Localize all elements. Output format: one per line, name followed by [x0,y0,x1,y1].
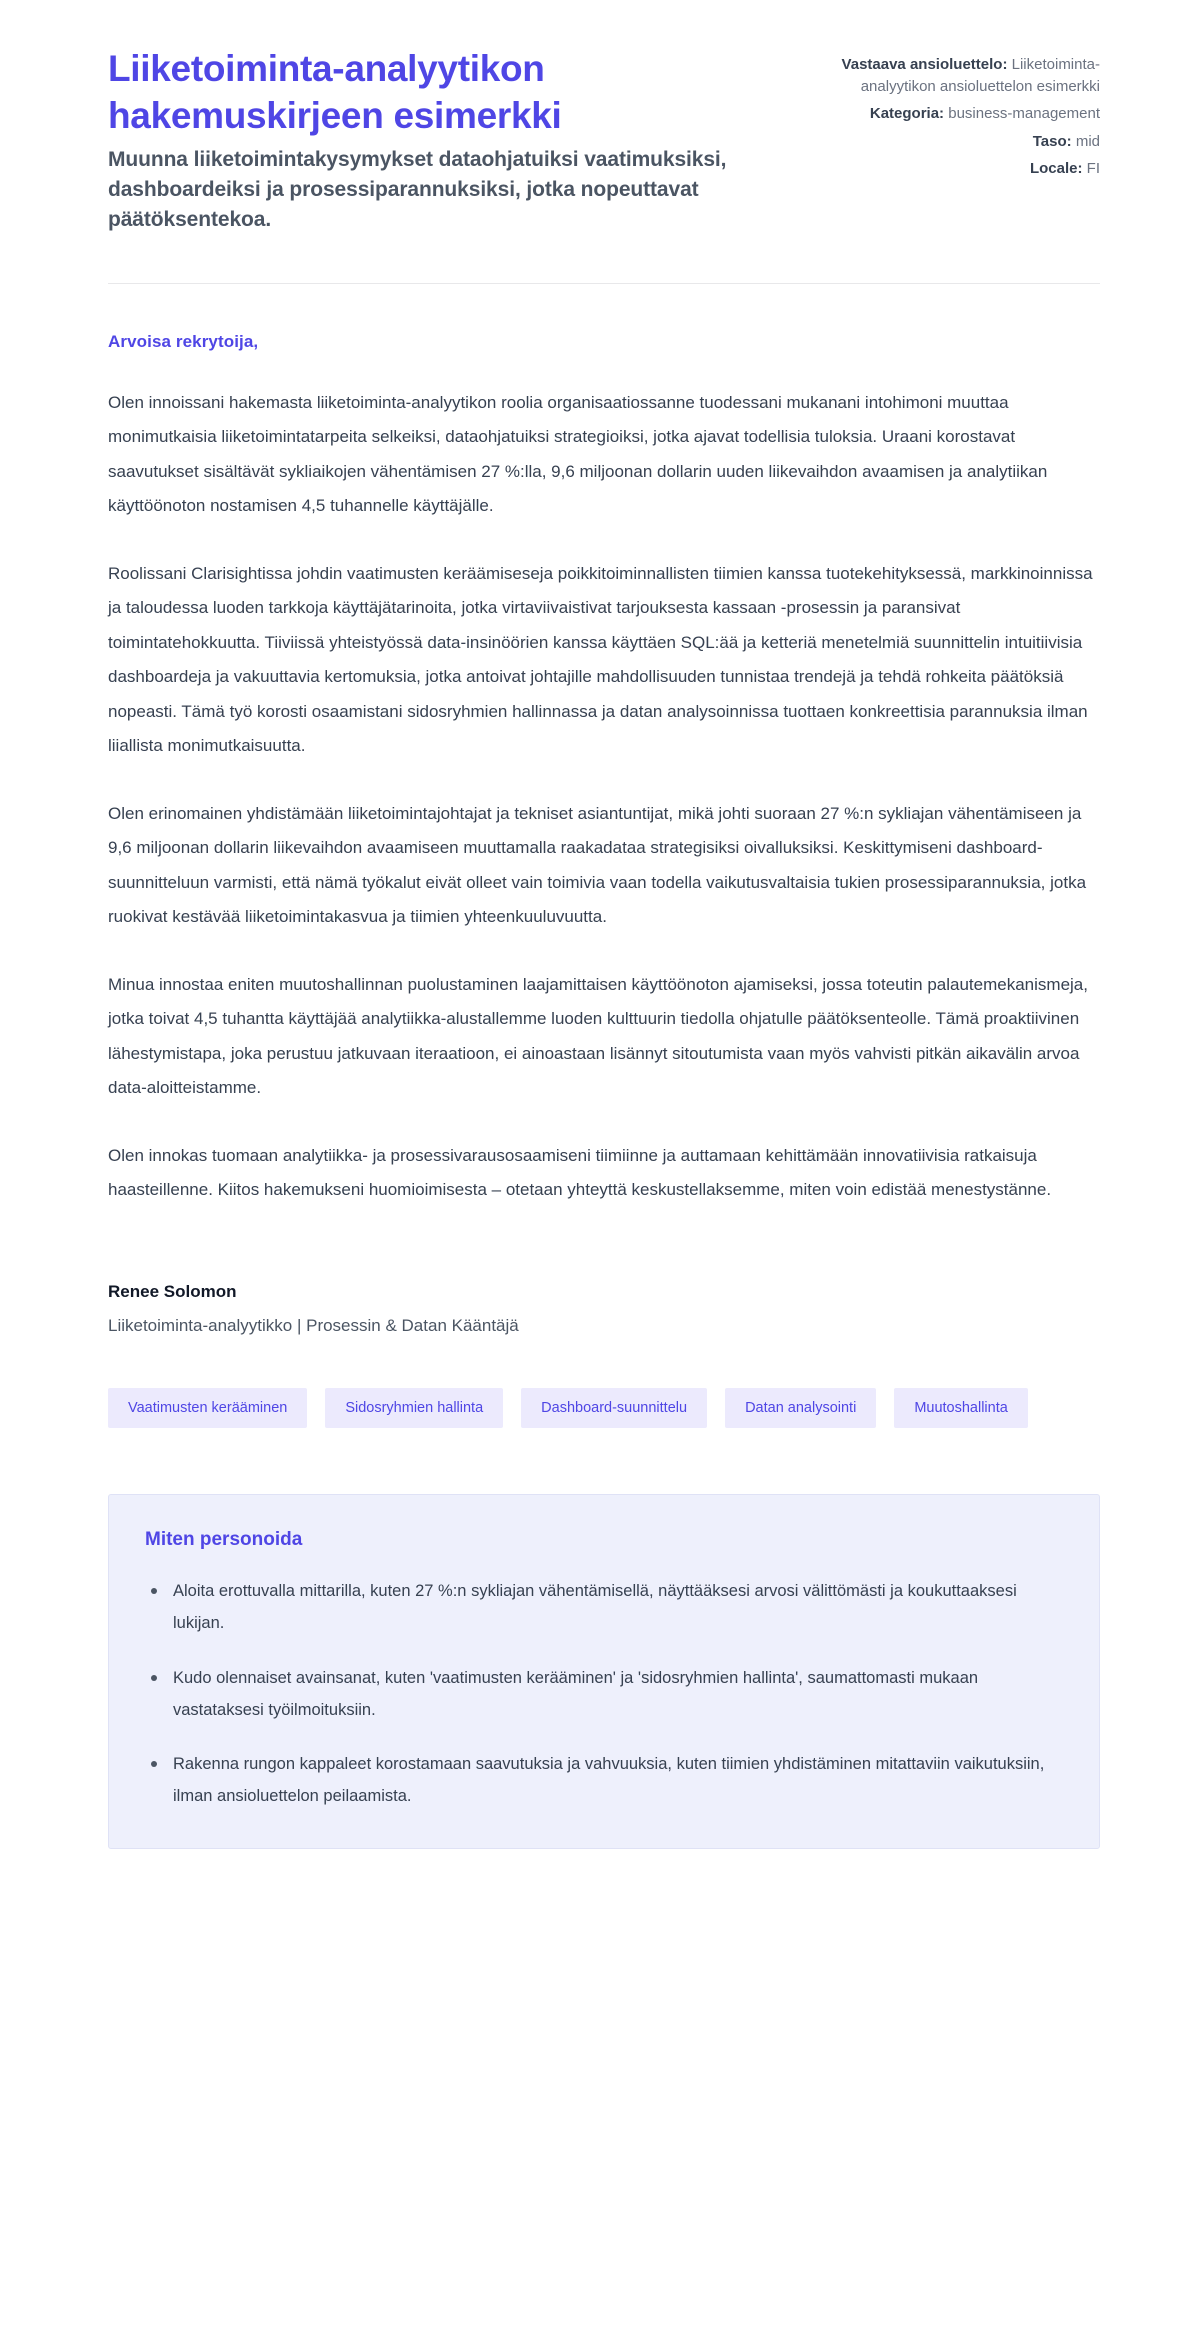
header-title-block [108,46,780,235]
letter-salutation: Arvoisa rekrytoija, [108,331,259,351]
letter-paragraph: Roolissani Clarisightissa johdin vaatimusten keräämiseseja poikkitoiminnallisten tiimien kanssa tuotekehityksessä, markkinoinnissa ja taloudessa luoden tarkkoja käyttäjätarinoita, jotka virtaviivaistivat tarjouksesta kassaan -prosessin ja paransivat toimintatehokkuutta. Tiiviissä yhteistyössä data-insinöörien kanssa käyttäen SQL:ää ja ketteriä menetelmiä suunnittelin intuitiivisia dashboardeja ja vakuuttavia kertomuksia, jotka antoivat johtajille mahdollisuuden tunnistaa trendejä ja tehdä rohkeita päätöksiä nopeasti. Tämä työ korosti osaamistani sidosryhmien hallinnassa ja datan analysoinnissa tuottaen konkreettisia parannuksia ilman liiallista monimutkaisuutta. [108,563,1093,756]
page-title: Liiketoiminta-analyytikon hakemuskirjeen esimerkki [108,48,562,136]
skill-tag[interactable]: Dashboard-suunnittelu [521,1388,707,1429]
meta-category-label: Kategoria: [869,105,945,123]
callout-title: Miten personoida [145,1529,303,1551]
callout-tip-item: Rakenna rungon kappaleet korostamaan saavutuksia ja vahvuuksia, kuten tiimien yhdistäminen mitattaviin vaikutuksiin, ilman ansioluettelon peilaamista. [145,1748,1059,1812]
meta-category-value: business-management [948,105,1100,123]
page-header [108,46,1100,235]
meta-locale-label: Locale: [1029,160,1083,178]
letter-paragraph: Olen erinomainen yhdistämään liiketoimintajohtajat ja tekniset asiantuntijat, mikä johti suoraan 27 %:n sykliajan vähentämiseen ja 9,6 miljoonan dollarin liikevaihdon avaamiseen muuttamalla raakadataa strategisiksi oivalluksiksi. Keskittymiseni dashboard-suunnitteluun varmisti, että nämä työkalut eivät olleet vain toimivia vaan todella vaikutusvaltaisia tukien prosessiparannuksia, jotka ruokivat kestävää liiketoimintakasvua ja tiimien yhteenkuuluvuutta. [108,803,1087,927]
callout-tip-item: Aloita erottuvalla mittarilla, kuten 27 %:n sykliajan vähentämisellä, näyttääksesi arvosi välittömästi ja koukuttaaksesi lukijan. [145,1575,1059,1639]
skill-tag-list [108,1388,1048,1429]
skill-tag[interactable]: Muutoshallinta [894,1388,1028,1429]
meta-related-resume-value: Liiketoiminta-analyytikon ansioluettelon esimerkki [860,56,1100,95]
meta-locale [820,158,1100,180]
page-subtitle: Muunna liiketoimintakysymykset dataohjatuiksi vaatimuksiksi, dashboardeiksi ja prosessiparannuksiksi, jotka nopeuttavat päätöksentekoa. [108,148,727,231]
callout-tip-list [145,1575,1059,1812]
meta-category [820,103,1100,125]
letter-paragraph: Minua innostaa eniten muutoshallinnan puolustaminen laajamittaisen käyttöönoton ajamiseksi, jossa toteutin palautemekanismeja, jotka toivat 4,5 tuhantta käyttäjää analytiikka-alustallemme luoden kulttuurin tiedolla ohjatulle päätöksenteolle. Tämä proaktiivinen lähestymistapa, joka perustuu jatkuvaan iteraatioon, ei ainoastaan lisännyt sitoutumista vaan myös vahvisti pitkän aikavälin arvoa data-aloitteistamme. [108,974,1088,1098]
skill-tag[interactable]: Vaatimusten kerääminen [108,1388,307,1429]
personalization-callout [108,1494,1100,1849]
meta-level [820,131,1100,153]
letter-paragraph: Olen innokas tuomaan analytiikka- ja prosessivarausosaamiseni tiimiinne ja auttamaan kehittämään innovatiivisia ratkaisuja haasteillenne. Kiitos hakemukseni huomioimisesta – otetaan yhteyttä keskustellaksemme, miten voin edistää menestystänne. [108,1145,1052,1200]
letter-paragraphs [108,386,1100,1208]
signature-block [108,1282,1100,1336]
callout-tip-item: Kudo olennaiset avainsanat, kuten 'vaatimusten kerääminen' ja 'sidosryhmien hallinta', saumattomasti mukaan vastataksesi työilmoituksiin. [145,1662,1059,1726]
letter-body [108,284,1100,1208]
meta-locale-value: FI [1086,160,1100,178]
meta-level-label: Taso: [1032,132,1072,150]
meta-related-resume [820,54,1100,97]
document-metadata [820,46,1100,181]
meta-related-resume-label: Vastaava ansioluettelo: [841,56,1008,73]
signature-name: Renee Solomon [108,1281,237,1301]
signature-role: Liiketoiminta-analyytikko | Prosessin & Datan Kääntäjä [108,1315,519,1335]
meta-level-value: mid [1075,132,1100,150]
letter-paragraph: Olen innoissani hakemasta liiketoiminta-analyytikon roolia organisaatiossanne tuodessani mukanani intohimoni muuttaa monimutkaisia liiketoimintatarpeita selkeiksi, dataohjatuiksi strategioiksi, jotka ajavat todellisia tuloksia. Uraani korostavat saavutukset sisältävät sykliaikojen vähentämisen 27 %:lla, 9,6 miljoonan dollarin uuden liikevaihdon avaamisen ja analytiikan käyttöönoton nostamisen 4,5 tuhannelle käyttäjälle. [108,392,1048,516]
skill-tag[interactable]: Sidosryhmien hallinta [325,1388,503,1429]
skill-tag[interactable]: Datan analysointi [725,1388,876,1429]
